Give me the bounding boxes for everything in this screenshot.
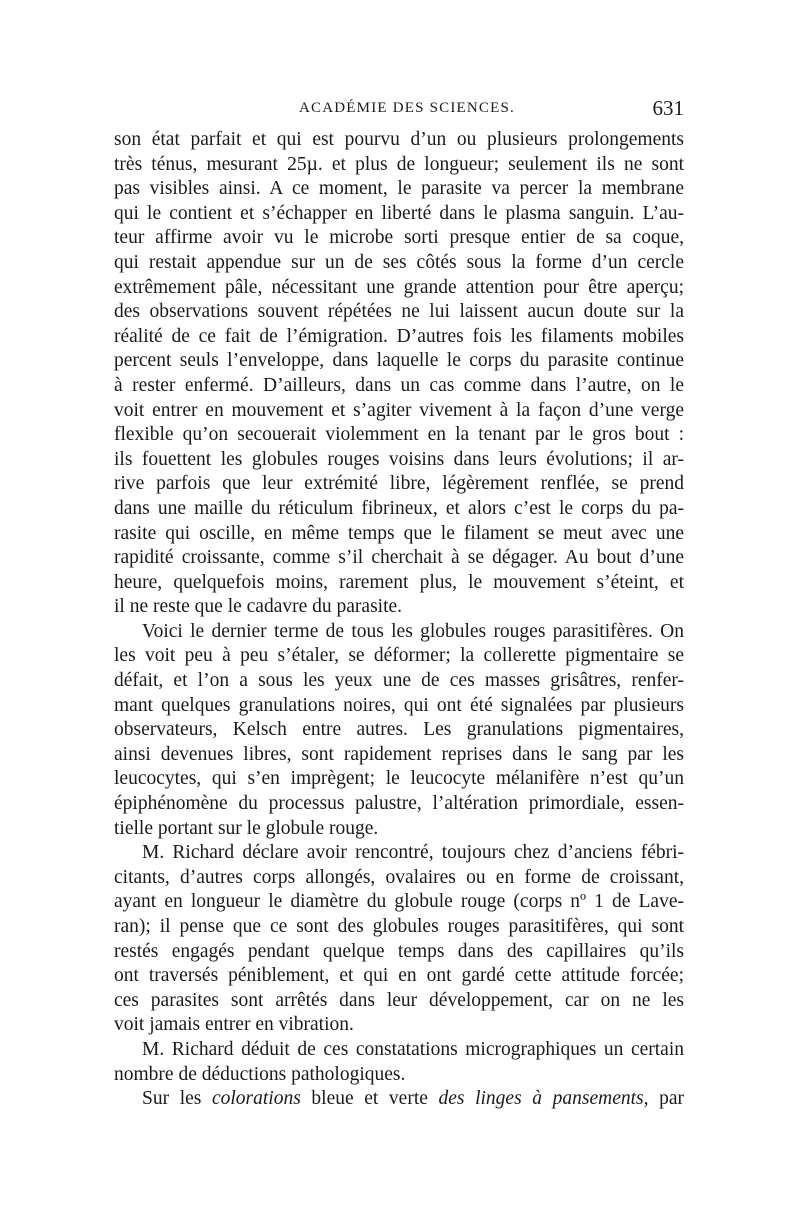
text-line: extrêmement pâle, nécessitant une grande attention pour être aperçu; (114, 276, 684, 298)
text-line: mant quelques granulations noires, qui ont été signalées par plusieurs (114, 694, 684, 716)
text-line: rive parfois que leur extrémité libre, légèrement renflée, se prend (114, 473, 684, 495)
text-line: ayant en longueur le diamètre du globule rouge (corps nº 1 de Lave- (114, 891, 684, 913)
text-line: pas visibles ainsi. A ce moment, le parasite va percer la membrane (114, 178, 684, 200)
text-line: il ne reste que le cadavre du parasite. (114, 596, 403, 618)
text-line: voit jamais entrer en vibration. (114, 1014, 354, 1036)
text-line: Voici le dernier terme de tous les globules rouges parasitifères. On (142, 620, 684, 642)
text-line: ran); il pense que ce sont des globules rouges parasitifères, qui sont (114, 916, 684, 937)
text-line: heure, quelquefois moins, rarement plus, le mouvement s’éteint, et (114, 571, 684, 593)
text-line: observateurs, Kelsch entre autres. Les granulations pigmentaires, (114, 719, 684, 741)
page-number: 631 (652, 96, 684, 120)
text-line: défait, et l’on a sous les yeux une de ces masses grisâtres, renfer- (114, 670, 684, 692)
text-line: flexible qu’on secouerait violemment en la tenant par le gros bout : (114, 424, 684, 446)
text-line: tielle portant sur le globule rouge. (114, 817, 379, 839)
italic-run: des linges à pansements (438, 1088, 644, 1110)
text-line: voit entrer en mouvement et s’agiter vivement à la façon d’une verge (114, 399, 684, 421)
text-line: citants, d’autres corps allongés, ovalaires ou en forme de croissant, (114, 866, 684, 888)
text-line: teur affirme avoir vu le microbe sorti presque entier de sa coque, (114, 227, 684, 249)
text-run: Sur les (142, 1088, 212, 1110)
text-line: ainsi devenues libres, sont rapidement reprises dans le sang par les (114, 743, 684, 765)
text-line: épiphénomène du processus palustre, l’altération primordiale, essen- (114, 793, 684, 815)
text-line: ils fouettent les globules rouges voisins dans leurs évolutions; il ar- (114, 448, 684, 470)
text-line: percent seuls l’enveloppe, dans laquelle le corps du parasite continue (114, 350, 684, 372)
text-line: restés engagés pendant quelque temps dans des capillaires qu’ils (114, 940, 684, 962)
text-line: les voit peu à peu s’étaler, se déformer; la collerette pigmentaire se (114, 645, 684, 667)
text-line: rapidité croissante, comme s’il cherchait à se dégager. Au bout d’une (114, 547, 684, 569)
running-title: ACADÉMIE DES SCIENCES. (299, 100, 515, 116)
text-line: qui le contient et s’échapper en liberté dans le plasma sanguin. L’au- (114, 202, 684, 224)
text-line: M. Richard déduit de ces constatations micrographiques un certain (142, 1038, 684, 1060)
text-line: nombre de déductions pathologiques. (114, 1063, 406, 1085)
running-head (114, 96, 684, 126)
text-line: qui restait appendue sur un de ses côtés sous la forme d’un cercle (114, 251, 684, 273)
text-line: son état parfait et qui est pourvu d’un ou plusieurs prolongements (114, 129, 684, 150)
italic-run: colorations (211, 1088, 301, 1110)
text-run: bleue et verte (300, 1088, 439, 1110)
text-run: , par (643, 1088, 685, 1110)
text-line: des observations souvent répétées ne lui laissent aucun doute sur la (114, 301, 684, 323)
text-line: réalité de ce fait de l’émigration. D’autres fois les filaments mobiles (114, 325, 684, 347)
text-line: à rester enfermé. D’ailleurs, dans un cas comme dans l’autre, on le (114, 374, 684, 396)
text-line: très ténus, mesurant 25µ. et plus de longueur; seulement ils ne sont (114, 153, 684, 175)
text-line: leucocytes, qui s’en imprègent; le leucocyte mélanifère n’est qu’un (114, 768, 684, 790)
text-line: M. Richard déclare avoir rencontré, toujours chez d’anciens fébri- (142, 842, 684, 864)
text-line-final (114, 1087, 684, 1112)
text-line: dans une maille du réticulum fibrineux, et alors c’est le corps du pa- (114, 497, 684, 519)
body-text (114, 128, 684, 1112)
text-line: ces parasites sont arrêtés dans leur développement, car on ne les (114, 989, 684, 1011)
text-line: ont traversés péniblement, et qui en ont gardé cette attitude forcée; (114, 965, 684, 987)
text-line: rasite qui oscille, en même temps que le filament se meut avec une (114, 522, 684, 544)
